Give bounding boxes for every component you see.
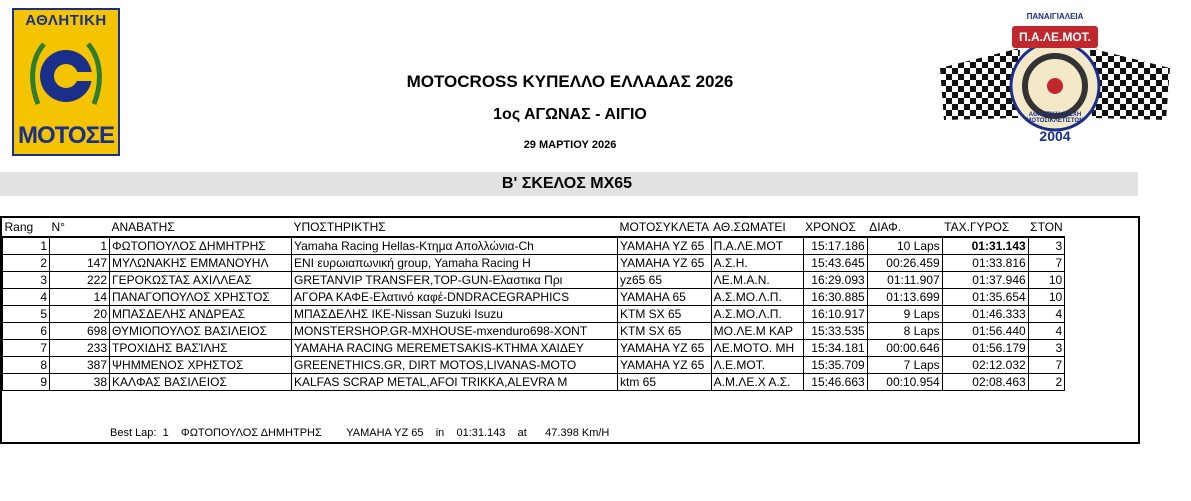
cell-laps: 4 bbox=[1028, 323, 1065, 340]
cell-diff: 01:11.907 bbox=[867, 272, 942, 289]
col-diff: ΔΙΑΦ. bbox=[867, 218, 942, 237]
cell-sponsor: ENI ευρωιαπωνική group, Yamaha Racing H bbox=[292, 255, 618, 272]
cell-club: ΛΕ.Μ.Α.Ν. bbox=[711, 272, 803, 289]
cell-time: 15:43.645 bbox=[803, 255, 867, 272]
cell-laps: 4 bbox=[1028, 306, 1065, 323]
cell-club: ΛΕ.ΜΟΤΟ. ΜΗ bbox=[711, 340, 803, 357]
cell-rang: 9 bbox=[3, 374, 50, 391]
cell-motorcycle: YAMAHA YZ 65 bbox=[618, 237, 712, 255]
cell-rang: 3 bbox=[3, 272, 50, 289]
cell-best-lap: 01:33.816 bbox=[942, 255, 1028, 272]
section-heading bbox=[0, 172, 1138, 196]
cell-diff: 00:00.646 bbox=[867, 340, 942, 357]
cell-sponsor: GRETANVIP TRANSFER,TOP-GUN-Ελαστικα Πρι bbox=[292, 272, 618, 289]
cell-time: 15:35.709 bbox=[803, 357, 867, 374]
cell-number: 698 bbox=[50, 323, 110, 340]
cell-number: 233 bbox=[50, 340, 110, 357]
cell-laps: 7 bbox=[1028, 357, 1065, 374]
table-header-row bbox=[3, 218, 1065, 237]
logo-left-bottom-text: ΜΟΤΟΣΕ bbox=[18, 122, 114, 149]
cell-rider: ΤΡΟΧΙΔΗΣ ΒΑΣΊΛΗΣ bbox=[110, 340, 292, 357]
logo-right-arc-bottom: ΑΘΛΗΤΙΚΗ ΛΕΣΧΗ ΜΟΤΟΣΙΚΛΕΤΙΣΤΩΝ bbox=[1026, 112, 1084, 124]
event-title: MOTOCROSS ΚΥΠΕΛΛΟ ΕΛΛΑΔΑΣ 2026 bbox=[406, 72, 734, 91]
cell-time: 15:46.663 bbox=[803, 374, 867, 391]
cell-motorcycle: ktm 65 bbox=[618, 374, 712, 391]
cell-diff: 7 Laps bbox=[867, 357, 942, 374]
cell-rang: 6 bbox=[3, 323, 50, 340]
cell-motorcycle: YAMAHA YZ 65 bbox=[618, 357, 712, 374]
cell-sponsor: YAMAHA RACING MEREMETSAKIS-ΚΤΗΜΑ ΧΑΙΔΕΥ bbox=[292, 340, 618, 357]
cell-rider: ΓΕΡΟΚΩΣΤΑΣ ΑΧΙΛΛΕΑΣ bbox=[110, 272, 292, 289]
cell-time: 15:33.535 bbox=[803, 323, 867, 340]
cell-laps: 2 bbox=[1028, 374, 1065, 391]
table-row bbox=[3, 374, 1065, 391]
col-club: ΑΘ.ΣΩΜΑΤΕΙ bbox=[711, 218, 803, 237]
cell-club: Α.Μ.ΛΕ.Χ Α.Σ. bbox=[711, 374, 803, 391]
cell-rider: ΜΥΛΩΝΑΚΗΣ ΕΜΜΑΝΟΥΗΛ bbox=[110, 255, 292, 272]
col-number: N° bbox=[50, 218, 110, 237]
cell-rang: 7 bbox=[3, 340, 50, 357]
table-row bbox=[3, 323, 1065, 340]
cell-motorcycle: YAMAHA 65 bbox=[618, 289, 712, 306]
cell-best-lap: 01:35.654 bbox=[942, 289, 1028, 306]
cell-sponsor: ΜΠΑΣΔΕΛΗΣ ΙΚΕ-Nissan Suzuki Isuzu bbox=[292, 306, 618, 323]
table-row bbox=[3, 357, 1065, 374]
cell-number: 38 bbox=[50, 374, 110, 391]
table-row bbox=[3, 255, 1065, 272]
cell-club: Α.Σ.Η. bbox=[711, 255, 803, 272]
cell-diff: 01:13.699 bbox=[867, 289, 942, 306]
col-time: ΧΡΟΝΟΣ bbox=[803, 218, 867, 237]
best-lap-summary: Best Lap: 1 ΦΩΤΟΠΟΥΛΟΣ ΔΗΜΗΤΡΗΣ YAMAHA YZ 65 in 01:31.143 at 47.398 Km/H bbox=[110, 427, 610, 439]
cell-number: 20 bbox=[50, 306, 110, 323]
cell-club: ΜΟ.ΛΕ.Μ ΚΑΡ bbox=[711, 323, 803, 340]
cell-number: 14 bbox=[50, 289, 110, 306]
cell-laps: 3 bbox=[1028, 340, 1065, 357]
logo-right-arc-top: ΠΑΝΑΙΓΙΑΛΕΙΑ bbox=[1026, 12, 1084, 21]
cell-club: Α.Σ.ΜΟ.Λ.Π. bbox=[711, 289, 803, 306]
cell-diff: 8 Laps bbox=[867, 323, 942, 340]
cell-best-lap: 01:31.143 bbox=[942, 237, 1028, 255]
table-row bbox=[3, 237, 1065, 255]
cell-club: Π.Α.ΛΕ.ΜΟΤ bbox=[711, 237, 803, 255]
cell-club: Α.Σ.ΜΟ.Λ.Π. bbox=[711, 306, 803, 323]
table-row bbox=[3, 340, 1065, 357]
cell-best-lap: 01:37.946 bbox=[942, 272, 1028, 289]
results-table bbox=[2, 218, 1065, 391]
cell-sponsor: MONSTERSHOP.GR-MXHOUSE-mxenduro698-XONT bbox=[292, 323, 618, 340]
cell-motorcycle: KTM SX 65 bbox=[618, 323, 712, 340]
cell-rang: 1 bbox=[3, 237, 50, 255]
cell-laps: 10 bbox=[1028, 289, 1065, 306]
table-row bbox=[3, 272, 1065, 289]
table-row bbox=[3, 289, 1065, 306]
cell-diff: 00:10.954 bbox=[867, 374, 942, 391]
cell-number: 222 bbox=[50, 272, 110, 289]
cell-rider: ΨΗΜΜΕΝΟΣ ΧΡΗΣΤΟΣ bbox=[110, 357, 292, 374]
col-rider: ΑΝΑΒΑΤΗΣ bbox=[110, 218, 292, 237]
logo-right-badge: Π.Α.ΛΕ.ΜΟΤ. bbox=[1012, 26, 1098, 48]
cell-time: 15:34.181 bbox=[803, 340, 867, 357]
cell-number: 1 bbox=[50, 237, 110, 255]
cell-number: 147 bbox=[50, 255, 110, 272]
cell-motorcycle: KTM SX 65 bbox=[618, 306, 712, 323]
cell-club: Λ.Ε.ΜΟΤ. bbox=[711, 357, 803, 374]
cell-sponsor: ΑΓΟΡΑ ΚΑΦΕ-Ελατινό καφέ-DNDRACEGRAPHICS bbox=[292, 289, 618, 306]
cell-laps: 3 bbox=[1028, 237, 1065, 255]
cell-rider: ΠΑΝΑΓΟΠΟΥΛΟΣ ΧΡΗΣΤΟΣ bbox=[110, 289, 292, 306]
col-rang: Rang bbox=[3, 218, 50, 237]
cell-time: 16:30.885 bbox=[803, 289, 867, 306]
cell-motorcycle: yz65 65 bbox=[618, 272, 712, 289]
col-sponsor: ΥΠΟΣΤΗΡΙΚΤΗΣ bbox=[292, 218, 618, 237]
cell-rang: 2 bbox=[3, 255, 50, 272]
cell-time: 16:29.093 bbox=[803, 272, 867, 289]
cell-rang: 8 bbox=[3, 357, 50, 374]
cell-sponsor: GREENETHICS.GR, DIRT MOTOS,LIVANAS-MOTO bbox=[292, 357, 618, 374]
cell-best-lap: 02:12.032 bbox=[942, 357, 1028, 374]
section-title: Β' ΣΚΕΛΟΣ MX65 bbox=[501, 175, 633, 192]
cell-sponsor: KALFAS SCRAP METAL,AFOI TRIKKA,ALEVRA M bbox=[292, 374, 618, 391]
table-row bbox=[3, 306, 1065, 323]
race-title: 1ος ΑΓΩΝΑΣ - ΑΙΓΙΟ bbox=[493, 106, 647, 123]
cell-time: 15:17.186 bbox=[803, 237, 867, 255]
cell-motorcycle: YAMAHA YZ 65 bbox=[618, 255, 712, 272]
cell-sponsor: Yamaha Racing Hellas-Κτημα Απολλώνια-Ch bbox=[292, 237, 618, 255]
cell-best-lap: 02:08.463 bbox=[942, 374, 1028, 391]
logo-left-top-text: ΑΘΛΗΤΙΚΗ bbox=[25, 12, 107, 29]
cell-diff: 00:26.459 bbox=[867, 255, 942, 272]
cell-rider: ΦΩΤΟΠΟΥΛΟΣ ΔΗΜΗΤΡΗΣ bbox=[110, 237, 292, 255]
cell-rider: ΚΑΛΦΑΣ ΒΑΣΙΛΕΙΟΣ bbox=[110, 374, 292, 391]
logo-right-year: 2004 bbox=[1039, 128, 1071, 144]
cell-laps: 10 bbox=[1028, 272, 1065, 289]
cell-rang: 4 bbox=[3, 289, 50, 306]
cell-diff: 10 Laps bbox=[867, 237, 942, 255]
cell-best-lap: 01:56.440 bbox=[942, 323, 1028, 340]
col-motorcycle: ΜΟΤΟΣΥΚΛΕΤΑ bbox=[618, 218, 712, 237]
cell-rang: 5 bbox=[3, 306, 50, 323]
cell-laps: 7 bbox=[1028, 255, 1065, 272]
cell-best-lap: 01:46.333 bbox=[942, 306, 1028, 323]
race-date: 29 ΜΑΡΤΙΟΥ 2026 bbox=[523, 139, 617, 151]
col-laps: ΣΤΟΝ bbox=[1028, 218, 1065, 237]
cell-time: 16:10.917 bbox=[803, 306, 867, 323]
cell-rider: ΜΠΑΣΔΕΛΗΣ ΑΝΔΡΕΑΣ bbox=[110, 306, 292, 323]
results-panel bbox=[0, 216, 1140, 444]
col-best-lap: ΤΑΧ.ΓΥΡΟΣ bbox=[942, 218, 1028, 237]
cell-number: 387 bbox=[50, 357, 110, 374]
cell-diff: 9 Laps bbox=[867, 306, 942, 323]
cell-rider: ΘΥΜΙΟΠΟΥΛΟΣ ΒΑΣΙΛΕΙΟΣ bbox=[110, 323, 292, 340]
cell-best-lap: 01:56.179 bbox=[942, 340, 1028, 357]
cell-motorcycle: YAMAHA YZ 65 bbox=[618, 340, 712, 357]
